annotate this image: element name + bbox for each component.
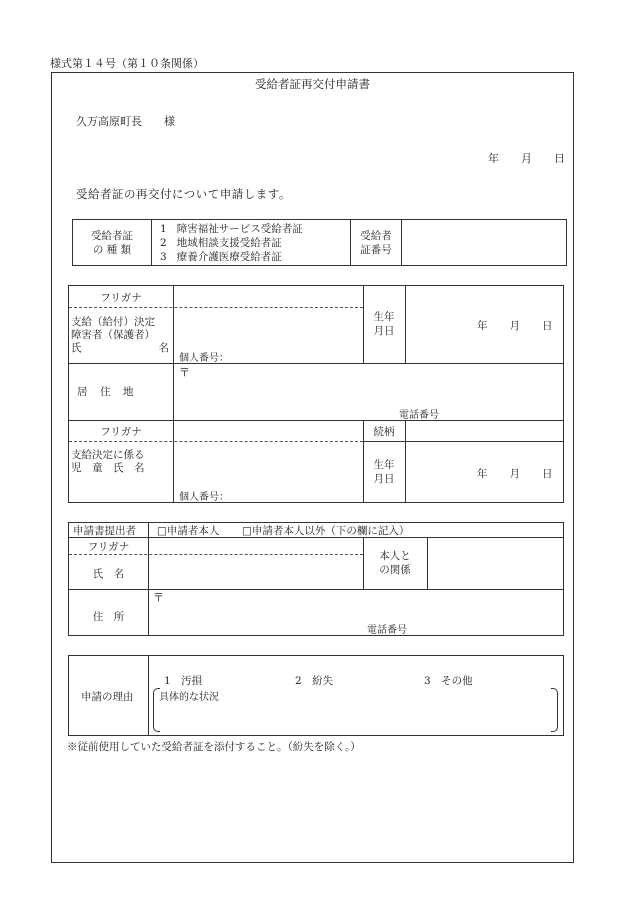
applicant-address-label: 居 住 地 <box>77 386 135 398</box>
reason-table <box>68 655 564 736</box>
number-label-cell <box>351 220 402 266</box>
submitter-option-self[interactable]: □申請者本人 <box>157 525 220 537</box>
child-birth-date-field[interactable]: 年 月 日 <box>477 468 553 480</box>
submitter-phone-label: 電話番号 <box>367 625 407 636</box>
applicant-phone-label: 電話番号 <box>399 410 439 421</box>
type-options-cell <box>152 220 351 266</box>
relation-label: 続柄 <box>373 426 395 438</box>
applicant-name-field[interactable] <box>174 309 362 349</box>
date-line <box>488 150 565 166</box>
applicant-name-label-line1: 支給（給付）決定 <box>71 316 155 328</box>
child-furigana-field[interactable] <box>174 421 362 440</box>
certificate-number-field[interactable] <box>402 220 567 266</box>
applicant-name-label <box>71 316 169 355</box>
type-label-line2: の 種 類 <box>92 243 132 256</box>
applicant-furigana-label: フリガナ <box>100 292 142 304</box>
number-label-line1: 受給者 <box>360 229 392 242</box>
applicant-address-field[interactable] <box>174 376 562 404</box>
applicant-name-label-line3: 氏 名 <box>71 342 169 354</box>
statement: 受給者証の再交付について申請します。 <box>76 187 291 201</box>
reason-label: 申請の理由 <box>81 691 134 703</box>
reason-option-lost[interactable]: 2 紛失 <box>295 675 334 687</box>
type-label-line1: 受給者証 <box>91 229 133 242</box>
number-label-line2: 証番号 <box>360 243 392 256</box>
type-label-cell <box>73 220 152 266</box>
reason-detail-label: 具体的な状況 <box>159 692 219 703</box>
submitter-address-label: 住 所 <box>92 611 125 623</box>
child-furigana-label: フリガナ <box>100 426 142 438</box>
submitter-option-other[interactable]: □申請者本人以外（下の欄に記入） <box>242 525 410 537</box>
date-day: 日 <box>554 152 565 165</box>
reason-detail-field[interactable] <box>161 702 541 728</box>
reason-option-soiled[interactable]: 1 汚損 <box>164 675 203 687</box>
child-my-number-label: 個人番号： <box>179 492 229 503</box>
submitter-furigana-label: フリガナ <box>87 541 130 553</box>
applicant-my-number-label: 個人番号： <box>179 353 229 364</box>
date-month: 月 <box>521 152 532 165</box>
submitter-address-field[interactable] <box>149 603 562 621</box>
submitter-postal-mark: 〒 <box>153 591 164 604</box>
addressee: 久万高原町長 様 <box>76 115 175 128</box>
child-birth-label: 生年 月日 <box>373 459 395 485</box>
form-number: 様式第１４号（第１０条関係） <box>50 57 204 70</box>
attachment-note: ※従前使用していた受給者証を添付すること。（紛失を除く。） <box>67 741 361 753</box>
submitter-relation-field[interactable] <box>428 538 562 589</box>
applicant-table <box>68 285 564 503</box>
type-option-3[interactable]: 3 療養介護医療受給者証 <box>160 250 282 263</box>
relation-field[interactable] <box>406 421 562 440</box>
applicant-name-label-line2: 障害者（保護者） <box>71 329 155 341</box>
type-option-2[interactable]: 2 地域相談支援受給者証 <box>160 236 282 249</box>
child-name-field[interactable] <box>174 443 362 487</box>
applicant-postal-mark: 〒 <box>179 366 190 379</box>
certificate-type-table <box>72 219 567 266</box>
submitter-label: 申請書提出者 <box>73 525 136 537</box>
submitter-name-field[interactable] <box>149 556 362 588</box>
submitter-relation-label: 本人と の関係 <box>379 550 411 576</box>
applicant-birth-label: 生年 月日 <box>373 311 395 337</box>
submitter-name-label: 氏 名 <box>92 568 125 580</box>
applicant-birth-date-field[interactable]: 年 月 日 <box>477 320 553 332</box>
submitter-table <box>68 522 564 636</box>
reason-option-other[interactable]: 3 その他 <box>424 675 473 687</box>
submitter-furigana-field[interactable] <box>149 538 362 553</box>
date-year: 年 <box>488 152 499 165</box>
reason-bracket-right <box>551 688 558 732</box>
form-title: 受給者証再交付申請書 <box>255 77 370 91</box>
child-name-label: 支給決定に係る 児 童 氏 名 <box>71 449 145 474</box>
type-option-1[interactable]: 1 障害福祉サービス受給者証 <box>160 222 303 235</box>
applicant-furigana-field[interactable] <box>174 287 362 306</box>
